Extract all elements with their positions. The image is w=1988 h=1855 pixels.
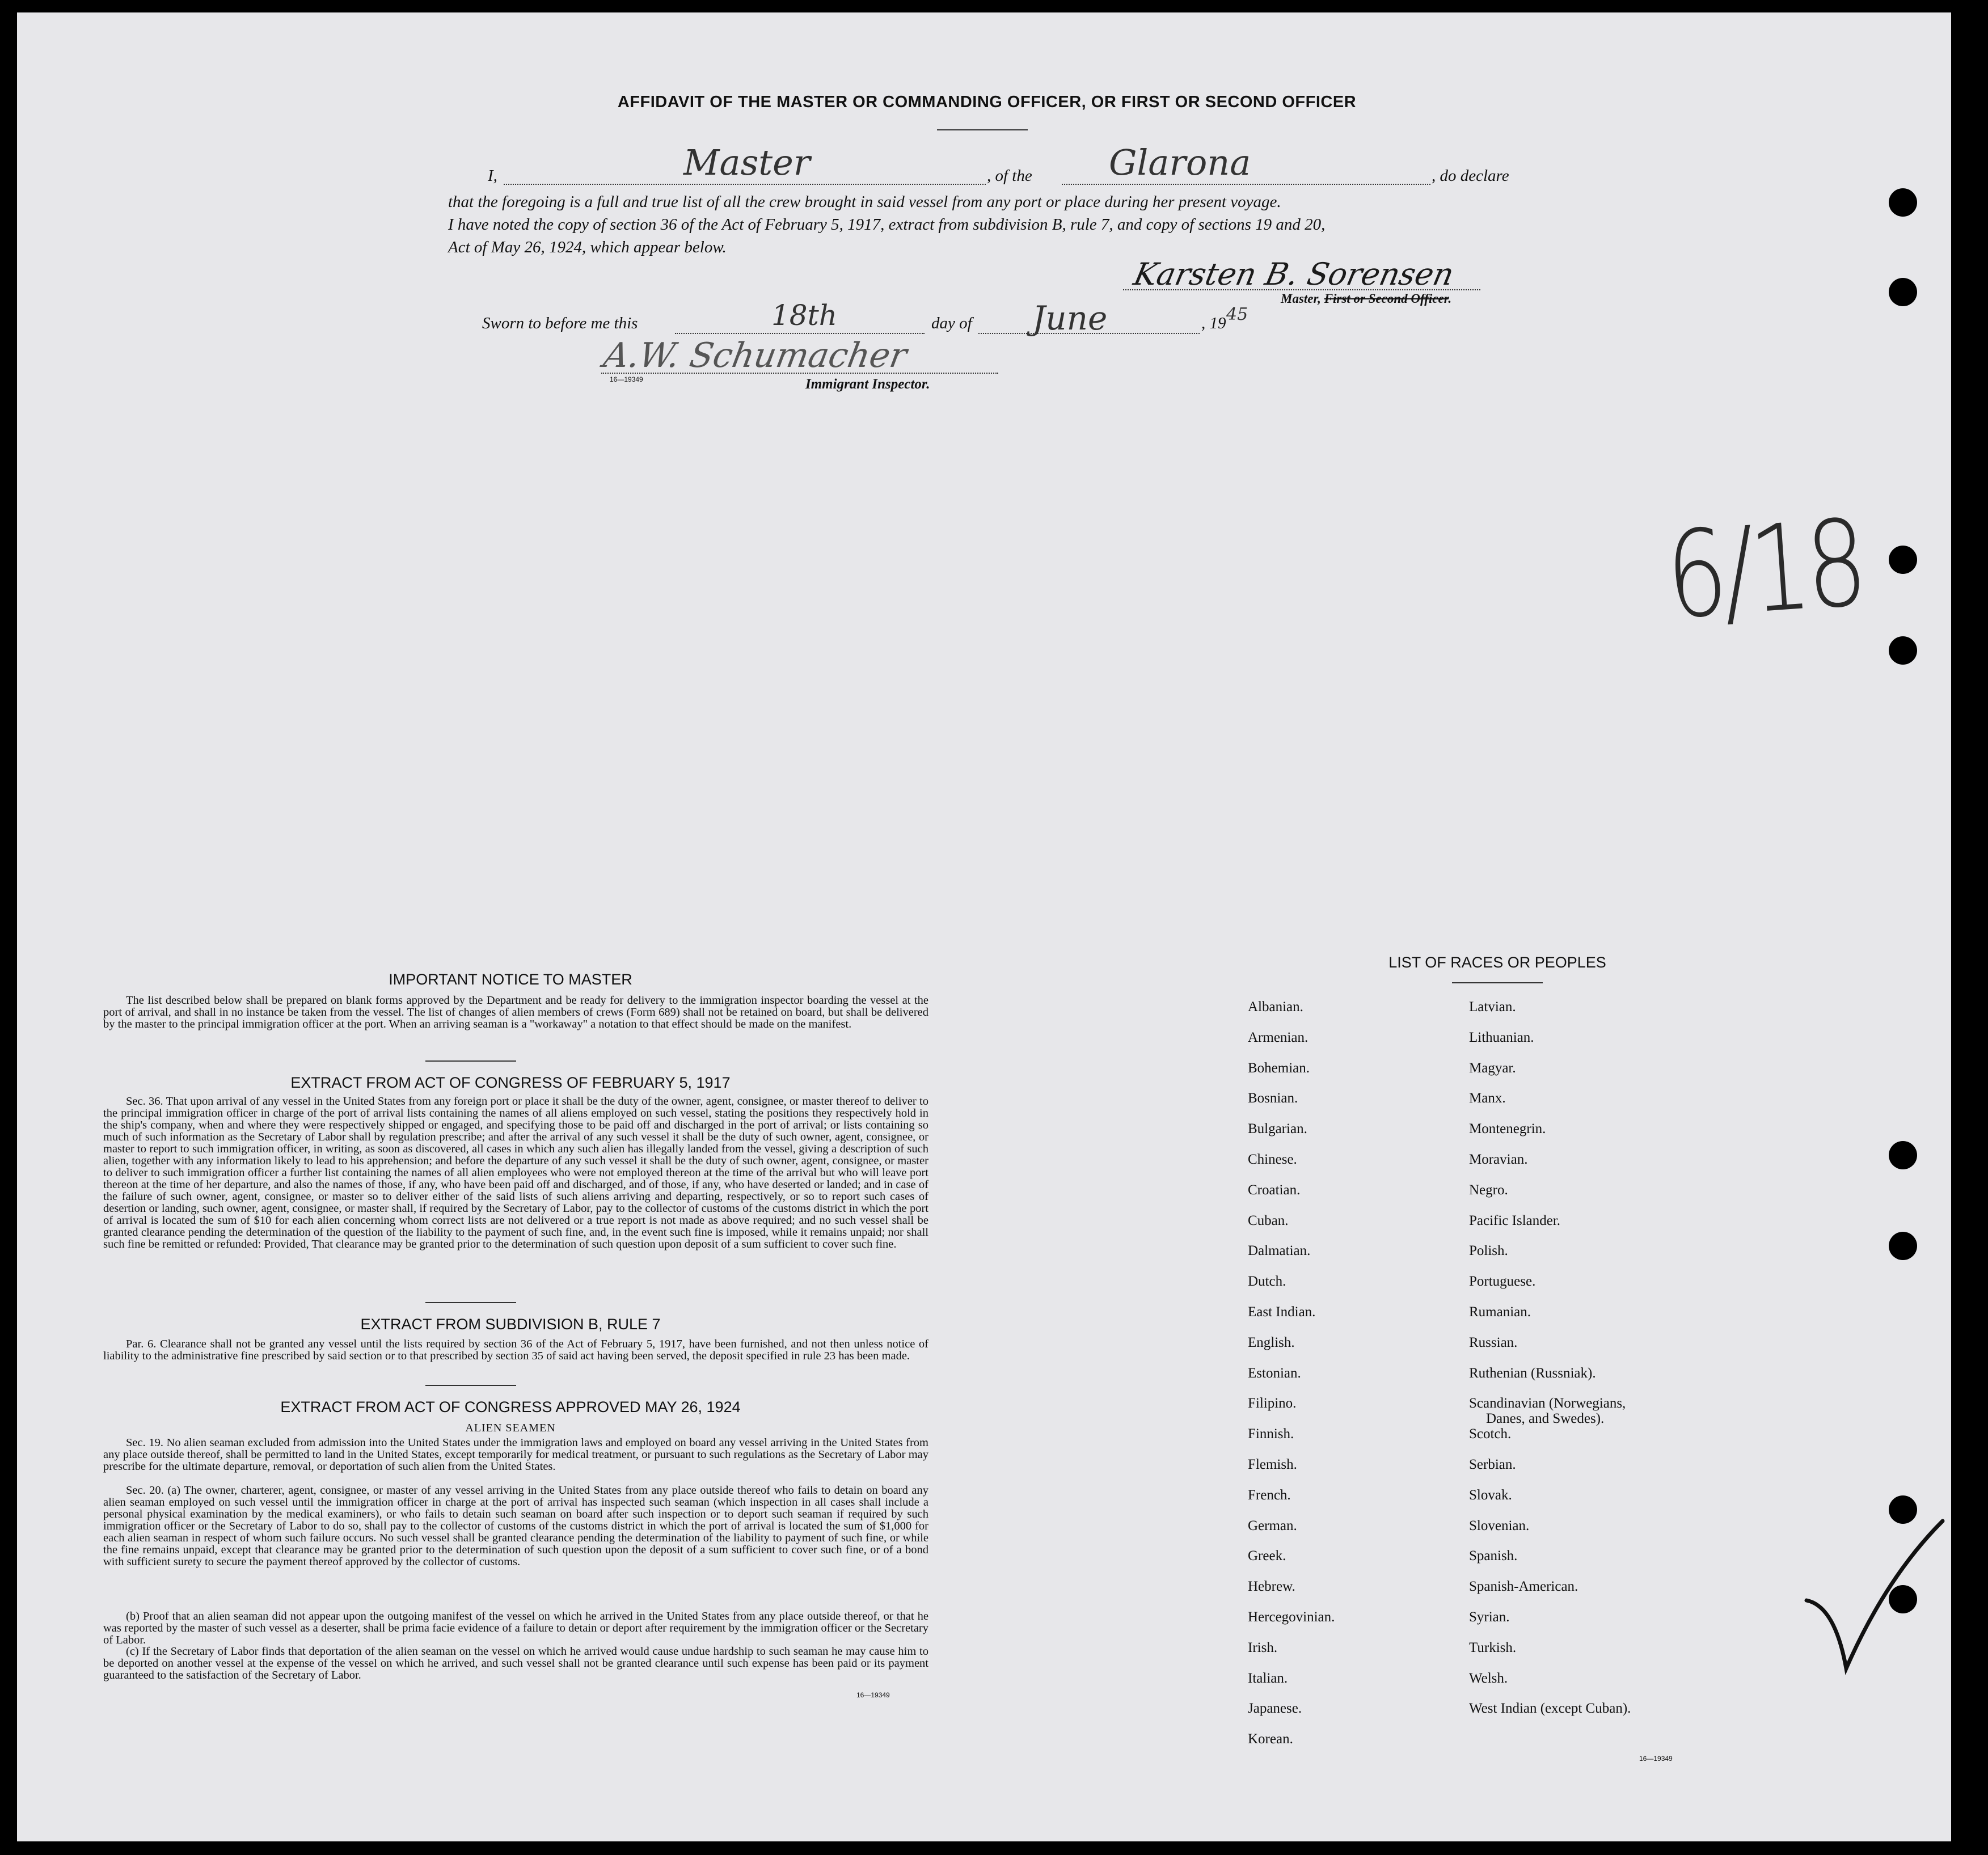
race-item: Manx. (1469, 1091, 1506, 1106)
year-prefix: , 19 (1201, 314, 1226, 332)
race-item: Cuban. (1248, 1212, 1289, 1228)
extract-1924-title: EXTRACT FROM ACT OF CONGRESS APPROVED MAY 26, 1924 (280, 1398, 741, 1415)
day-line (675, 333, 925, 334)
extract-1917-title: EXTRACT FROM ACT OF CONGRESS OF FEBRUARY 5, 1917 (290, 1074, 731, 1091)
race-item: Serbian. (1469, 1457, 1516, 1472)
race-item: French. (1248, 1487, 1291, 1503)
section-divider (425, 1302, 516, 1303)
notice-body: The list described below shall be prepared on blank forms approved by the Department and be ready for delivery to the immigration inspector boarding the vessel at the port of arrival, and shall in no instance be taken from the vessel. The list of changes of alien members of crews (Form 689) shall not be retained on board, but shall be delivered by the master to the principal immigration officer at the port. When an arriving seaman is a "workaway" a notation to that effect should be made on the manifest. (103, 994, 928, 1030)
vessel-line (1062, 184, 1430, 185)
affidavit-line-4: Act of May 26, 1924, which appear below. (448, 238, 727, 256)
race-item: Bosnian. (1248, 1091, 1298, 1106)
race-item: Rumanian. (1469, 1304, 1531, 1320)
race-item: Armenian. (1248, 1029, 1309, 1045)
race-item: Dalmatian. (1248, 1243, 1311, 1259)
race-item: Chinese. (1248, 1152, 1297, 1167)
document-page (17, 12, 1951, 1841)
extract-1924-sec20a: Sec. 20. (a) The owner, charterer, agent, consignee, or master of any vessel arriving in the United States from any place outside thereof who fails to detain on board any alien seaman employed on such vessel until the immigration officer in charge at the port of arrival has inspected such seaman (which inspection in all cases shall include a personal physical examination by the medical examiners), or who fails to detain such seaman on board after such inspection or to deport such seaman if required by such immigration officer or the Secretary of Labor to do so, shall pay to the collector of customs of the customs district in which the port of arrival is located the sum of $1,000 for each alien seaman in respect of whom such failure occurs. No such vessel shall be granted clearance pending the determination of the liability to payment of such fine, or while the fine remains unpaid, except that clearance may be granted prior to the determination of such question upon the deposit of a sum sufficient to cover such fine, or of a bond with sufficient surety to secure the payment thereof approved by the collector of customs. (103, 1484, 928, 1568)
extract-1924-sec20c: (c) If the Secretary of Labor finds that deportation of the alien seaman on the vessel on which he arrived would cause undue hardship to such seaman he may cause him to be deported on another vessel at the expense of the vessel on which he arrived, and such vessel shall not be granted clearance until such expense has been paid or its payment guaranteed to the satisfaction of the Secretary of Labor. (103, 1645, 928, 1681)
extract-1924-sec19: Sec. 19. No alien seaman excluded from admission into the United States under the immigration laws and employed on board any vessel arriving in the United States from any place outside thereof, shall be permitted to land in the United States, except temporarily for medical treatment, or pursuant to such regulations as the Secretary of Labor may prescribe for the ultimate departure, removal, or deportation of such alien from the United States. (103, 1436, 928, 1473)
extract-1917-body: Sec. 36. That upon arrival of any vessel in the United States from any foreign port or place it shall be the duty of the owner, agent, consignee, or master thereof to deliver to the principal immigration officer in charge of the port of arrival lists containing the names of all aliens employed on such vessel, stating the positions they respectively hold in the ship's company, when and where they were respectively shipped or engaged, and specifying those to be paid off and discharged in the port of arrival; or lists containing so much of such information as the Secretary of Labor shall by regulation prescribe; and after the arrival of any such vessel it shall be the duty of such owner, agent, consignee, or master to report to such immigration officer, in writing, as soon as discovered, all cases in which any such alien has illegally landed from the vessel, giving a description of such alien, together with any information likely to lead to his apprehension; and before the departure of any such vessel it shall be the duty of such owner, agent, consignee, or master to deliver to such immigration officer a further list containing the names of all alien employees who were not employed thereon at the time of the arrival but who will leave port thereon at the time of her departure, and also the names of those, if any, who have been paid off and discharged, and of those, if any, who have deserted or landed; and in case of the failure of such owner, agent, consignee, or master so to deliver either of the said lists of such aliens arriving and departing, respectively, or so to report such cases of desertion or landing, such owner, agent, consignee, or master shall, if required by the Secretary of Labor, pay to the collector of customs of the customs district in which the port of arrival is located the sum of $10 for each alien concerning whom correct lists are not delivered or a true report is not made as above required; and no such vessel shall be granted clearance pending the determination of the question of the liability to the payment of such fine, and, in the event such fine is imposed, while it remains unpaid; nor shall such fine be remitted or refunded: Provided, That clearance may be granted prior to the determination of such question upon deposit of a sum sufficient to cover such fine. (103, 1095, 928, 1250)
race-item: Portuguese. (1469, 1274, 1536, 1290)
section-divider (425, 1060, 516, 1062)
race-item: West Indian (except Cuban). (1469, 1701, 1631, 1717)
race-item: Spanish. (1469, 1548, 1518, 1564)
race-item: Ruthenian (Russniak). (1469, 1365, 1596, 1381)
sworn-label: Sworn to before me this (482, 314, 638, 332)
race-item: Irish. (1248, 1640, 1278, 1655)
master-signature-line (1123, 289, 1480, 290)
section-divider (425, 1385, 516, 1386)
vessel-field: Glarona (1109, 142, 1251, 183)
race-item: Polish. (1469, 1243, 1508, 1259)
extract-1924-sec20b: (b) Proof that an alien seaman did not appear upon the outgoing manifest of the vessel on which he arrived in the United States from any place outside thereof, or that he was reported by the master of such vessel as a deserter, shall be prima facie evidence of a failure to detain or deport after requirement by the immigration officer or the Secretary of Labor. (103, 1610, 928, 1646)
race-item: Japanese. (1248, 1701, 1302, 1717)
signer-caption: Master, First or Second Officer. (1281, 291, 1452, 306)
race-item: Scotch. (1469, 1426, 1512, 1442)
race-item: Spanish-American. (1469, 1579, 1578, 1595)
title-divider (937, 129, 1028, 130)
handwritten-date: 6/18 (1662, 493, 1867, 646)
race-item: Lithuanian. (1469, 1029, 1534, 1045)
race-item: Hebrew. (1248, 1579, 1295, 1595)
affidavit-line-2: that the foregoing is a full and true list of all the crew brought in said vessel from any port or place during her present voyage. (448, 193, 1281, 211)
race-item: Syrian. (1469, 1609, 1510, 1625)
race-item: Slovak. (1469, 1487, 1512, 1503)
races-divider (1452, 982, 1543, 983)
inspector-signature: A.W. Schumacher (600, 336, 910, 375)
race-item: Russian. (1469, 1334, 1518, 1350)
punch-hole (1889, 1141, 1917, 1169)
race-item: Bohemian. (1248, 1060, 1310, 1076)
race-item: Filipino. (1248, 1396, 1297, 1412)
race-item: Estonian. (1248, 1365, 1301, 1381)
extract-1924-subtitle: ALIEN SEAMEN (465, 1422, 556, 1434)
declare-label: , do declare (1432, 167, 1509, 185)
i-label: I, (488, 167, 497, 185)
punch-hole (1889, 636, 1917, 665)
race-item: Latvian. (1469, 999, 1516, 1015)
punch-hole (1889, 546, 1917, 574)
race-item: Bulgarian. (1248, 1121, 1307, 1137)
inspector-line (601, 373, 998, 374)
race-item: Croatian. (1248, 1182, 1301, 1198)
race-item: East Indian. (1248, 1304, 1316, 1320)
race-item: Finnish. (1248, 1426, 1294, 1442)
race-item: Greek. (1248, 1548, 1286, 1564)
race-item: Flemish. (1248, 1457, 1297, 1472)
check-mark (1801, 1498, 1948, 1680)
race-item: Montenegrin. (1469, 1121, 1546, 1137)
subdivision-b-title: EXTRACT FROM SUBDIVISION B, RULE 7 (360, 1316, 661, 1333)
race-item: Dutch. (1248, 1274, 1286, 1290)
race-item: Slovenian. (1469, 1518, 1530, 1533)
affidavit-title: AFFIDAVIT OF THE MASTER OR COMMANDING OFFICER, OR FIRST OR SECOND OFFICER (617, 93, 1357, 111)
race-item: Hercegovinian. (1248, 1609, 1335, 1625)
subdivision-b-body: Par. 6. Clearance shall not be granted any vessel until the lists required by section 36 of the Act of February 5, 1917, have been furnished, and not then unless notice of liability to the administrative fine prescribed by said section or to that prescribed by section 35 of said act having been served, the deposit specified in rule 23 has been made. (103, 1338, 928, 1362)
race-item: Moravian. (1469, 1152, 1528, 1167)
race-item: Korean. (1248, 1731, 1293, 1747)
month-field: June (1032, 299, 1108, 337)
rank-line (504, 184, 986, 185)
punch-hole (1889, 188, 1917, 217)
day-of-label: day of (931, 314, 972, 332)
extract-form-number: 16—19349 (856, 1691, 890, 1699)
rank-field: Master (683, 142, 811, 183)
races-form-number: 16—19349 (1639, 1755, 1673, 1763)
year-field: 45 (1226, 305, 1248, 324)
race-item: Italian. (1248, 1670, 1288, 1686)
race-item: Pacific Islander. (1469, 1212, 1561, 1228)
race-item: Albanian. (1248, 999, 1303, 1015)
inspector-caption: Immigrant Inspector. (805, 377, 930, 392)
race-item: Danes, and Swedes). (1486, 1411, 1605, 1427)
races-title: LIST OF RACES OR PEOPLES (1388, 954, 1606, 971)
punch-hole (1889, 1232, 1917, 1260)
race-item: German. (1248, 1518, 1297, 1533)
punch-hole (1889, 278, 1917, 306)
race-item: Turkish. (1469, 1640, 1517, 1655)
race-item: Negro. (1469, 1182, 1508, 1198)
master-signature: Karsten B. Sorensen (1130, 256, 1457, 292)
affidavit-line-3: I have noted the copy of section 36 of the Act of February 5, 1917, extract from subdivision B, rule 7, and copy of sections 19 and 20, (448, 215, 1326, 234)
day-field: 18th (771, 299, 837, 332)
race-item: English. (1248, 1334, 1295, 1350)
race-item: Magyar. (1469, 1060, 1516, 1076)
notice-title: IMPORTANT NOTICE TO MASTER (389, 971, 632, 988)
race-item: Scandinavian (Norwegians, (1469, 1396, 1626, 1412)
affidavit-form-number: 16—19349 (610, 375, 643, 383)
of-the-label: , of the (987, 167, 1032, 185)
race-item: Welsh. (1469, 1670, 1508, 1686)
